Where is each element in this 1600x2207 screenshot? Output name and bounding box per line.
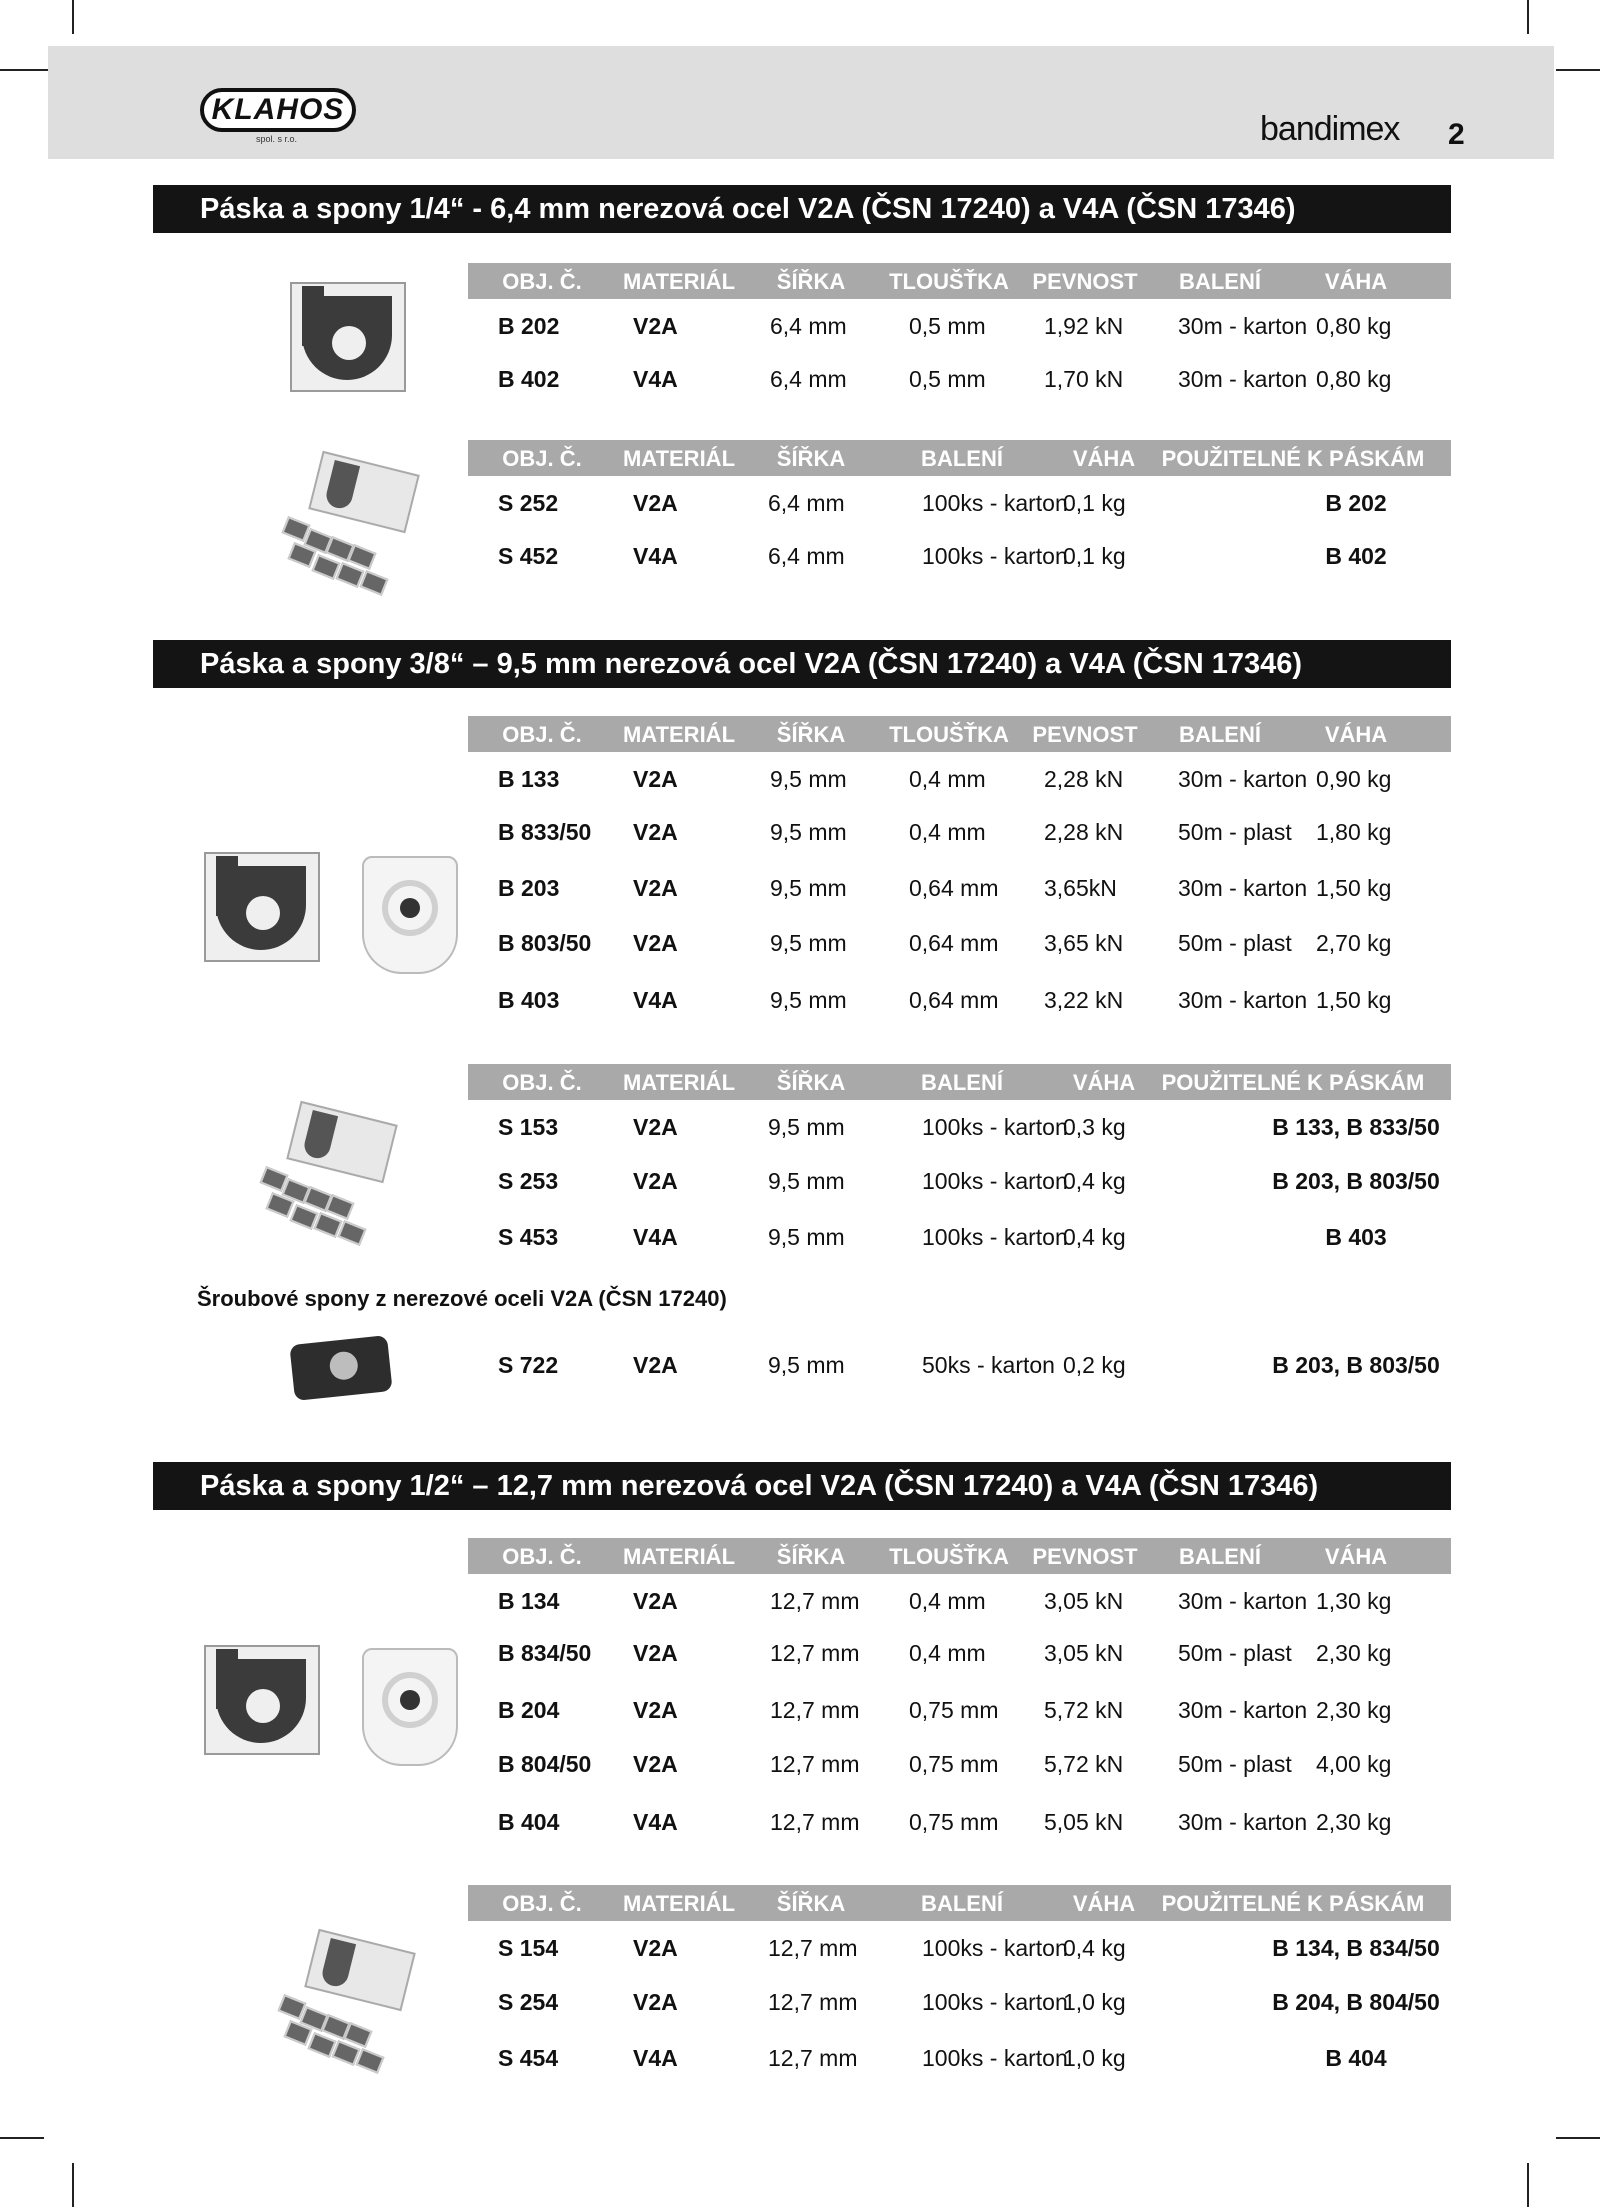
column-header: ŠÍŘKA xyxy=(776,269,846,294)
table-cell: 2,30 kg xyxy=(1316,1640,1392,1666)
section-title: Páska a spony 1/4“ - 6,4 mm nerezová ocel V2A (ČSN 17240) a V4A (ČSN 17346) xyxy=(153,185,1451,233)
table-cell: 12,7 mm xyxy=(770,1809,860,1835)
table-cell: 1,80 kg xyxy=(1316,819,1392,845)
table-row xyxy=(468,975,1451,1030)
table-cell: 1,0 kg xyxy=(1063,2045,1126,2071)
column-header: ŠÍŘKA xyxy=(776,1070,846,1095)
column-header: PEVNOST xyxy=(1032,1544,1138,1569)
table-cell: 1,0 kg xyxy=(1063,1989,1126,2015)
table-cell: 4,00 kg xyxy=(1316,1751,1392,1777)
screw-clip-row xyxy=(468,1352,1451,1392)
clip-table-header xyxy=(468,1885,1451,1921)
band-dispenser-image xyxy=(362,856,458,974)
klahos-logo-sub: spol. s r.o. xyxy=(256,134,298,144)
table-row xyxy=(468,1574,1451,1628)
table-cell: B 134, B 834/50 xyxy=(1272,1935,1440,1961)
table-cell: 30m - karton xyxy=(1178,1809,1308,1835)
table-cell: B 203 xyxy=(498,875,560,901)
table-cell: 9,5 mm xyxy=(768,1114,845,1140)
clip-table xyxy=(468,1064,1451,1268)
table-cell: 0,64 mm xyxy=(909,875,999,901)
table-row xyxy=(468,863,1451,918)
table-cell: V2A xyxy=(633,1989,678,2015)
table-cell: 100ks - karton xyxy=(922,2045,1068,2071)
band-dispenser-image xyxy=(362,1648,458,1766)
crop-mark xyxy=(1527,0,1529,34)
table-cell: 12,7 mm xyxy=(770,1640,860,1666)
table-row xyxy=(468,1739,1451,1797)
table-row xyxy=(468,918,1451,975)
table-cell: 3,65 kN xyxy=(1044,930,1124,956)
table-cell: 100ks - karton xyxy=(922,1168,1068,1194)
table-cell: 100ks - karton xyxy=(922,490,1068,516)
table-row xyxy=(468,476,1451,531)
table-cell: 0,4 kg xyxy=(1063,1935,1126,1961)
column-header: POUŽITELNÉ K PÁSKÁM xyxy=(1161,446,1425,471)
table-cell: 2,70 kg xyxy=(1316,930,1392,956)
table-row xyxy=(468,752,1451,807)
clip-table xyxy=(468,1885,1451,2089)
column-header: OBJ. Č. xyxy=(502,1891,582,1916)
table-cell: 30m - karton xyxy=(1178,366,1308,392)
table-cell: S 453 xyxy=(498,1224,559,1250)
table-cell: 0,75 mm xyxy=(909,1809,999,1835)
table-cell: 0,5 mm xyxy=(909,313,986,339)
table-row xyxy=(468,1212,1451,1268)
table-cell: 6,4 mm xyxy=(770,366,847,392)
table-cell: 12,7 mm xyxy=(768,1989,858,2015)
crop-mark xyxy=(0,2137,44,2139)
table-cell: 0,75 mm xyxy=(909,1697,999,1723)
column-header: TLOUŠŤKA xyxy=(889,722,1009,747)
table-cell: 0,80 kg xyxy=(1316,313,1392,339)
clip-table xyxy=(468,440,1451,586)
clip-table-header xyxy=(468,440,1451,476)
table-cell: B 203, B 803/50 xyxy=(1272,1168,1440,1194)
table-cell: 5,72 kN xyxy=(1044,1751,1124,1777)
column-header: BALENÍ xyxy=(1179,1544,1261,1569)
crop-mark xyxy=(1556,2137,1600,2139)
table-cell: B 134 xyxy=(498,1588,560,1614)
table-cell: S 154 xyxy=(498,1935,559,1961)
table-cell: 30m - karton xyxy=(1178,987,1308,1013)
column-header: TLOUŠŤKA xyxy=(889,1544,1009,1569)
table-cell: 1,50 kg xyxy=(1316,875,1392,901)
section-title: Páska a spony 1/2“ – 12,7 mm nerezová ocel V2A (ČSN 17240) a V4A (ČSN 17346) xyxy=(153,1462,1451,1510)
table-cell: V4A xyxy=(633,987,678,1013)
column-header: OBJ. Č. xyxy=(502,722,582,747)
table-cell: 5,05 kN xyxy=(1044,1809,1124,1835)
table-cell: 12,7 mm xyxy=(770,1697,860,1723)
crop-mark xyxy=(1556,69,1600,71)
table-cell: 6,4 mm xyxy=(770,313,847,339)
table-row xyxy=(468,1156,1451,1212)
table-cell: 0,2 kg xyxy=(1063,1352,1126,1378)
clip-table-header xyxy=(468,1064,1451,1100)
table-cell: 100ks - karton xyxy=(922,1989,1068,2015)
column-header: ŠÍŘKA xyxy=(776,446,846,471)
table-cell: 0,4 mm xyxy=(909,1588,986,1614)
table-cell: V4A xyxy=(633,1809,678,1835)
table-cell: B 804/50 xyxy=(498,1751,592,1777)
table-cell: V2A xyxy=(633,1114,678,1140)
table-cell: S 254 xyxy=(498,1989,559,2015)
table-cell: B 202 xyxy=(498,313,560,339)
table-cell: V2A xyxy=(633,1935,678,1961)
table-cell: B 404 xyxy=(498,1809,560,1835)
table-row xyxy=(468,1977,1451,2033)
table-row xyxy=(468,1628,1451,1685)
band-table xyxy=(468,1538,1451,1852)
table-cell: B 202 xyxy=(1325,490,1387,516)
table-cell: 3,22 kN xyxy=(1044,987,1124,1013)
table-cell: B 204 xyxy=(498,1697,560,1723)
band-table-header xyxy=(468,1538,1451,1574)
table-cell: 2,30 kg xyxy=(1316,1697,1392,1723)
band-box-image xyxy=(204,1645,320,1755)
column-header: BALENÍ xyxy=(921,1891,1003,1916)
table-cell: 0,3 kg xyxy=(1063,1114,1126,1140)
table-cell: B 803/50 xyxy=(498,930,592,956)
band-table-header xyxy=(468,263,1451,299)
table-cell: 1,70 kN xyxy=(1044,366,1124,392)
table-cell: V2A xyxy=(633,313,678,339)
column-header: VÁHA xyxy=(1324,722,1388,747)
column-header: ŠÍŘKA xyxy=(776,1891,846,1916)
column-header: MATERIÁL xyxy=(622,1891,736,1916)
table-cell: 12,7 mm xyxy=(768,2045,858,2071)
crop-mark xyxy=(0,69,48,71)
table-cell: V2A xyxy=(633,819,678,845)
table-row xyxy=(468,354,1451,409)
table-cell: 50ks - karton xyxy=(922,1352,1055,1378)
table-cell: 9,5 mm xyxy=(768,1168,845,1194)
table-cell: V4A xyxy=(633,2045,678,2071)
table-cell: S 153 xyxy=(498,1114,559,1140)
table-cell: 50m - plast xyxy=(1178,1640,1292,1666)
table-cell: 30m - karton xyxy=(1178,766,1308,792)
table-cell: V4A xyxy=(633,1224,678,1250)
band-table xyxy=(468,263,1451,409)
table-cell: 12,7 mm xyxy=(770,1588,860,1614)
column-header: BALENÍ xyxy=(1179,269,1261,294)
table-cell: 30m - karton xyxy=(1178,1588,1308,1614)
column-header: BALENÍ xyxy=(921,446,1003,471)
table-cell: B 133, B 833/50 xyxy=(1272,1114,1440,1140)
table-cell: 0,4 kg xyxy=(1063,1168,1126,1194)
table-cell: 0,1 kg xyxy=(1063,543,1126,569)
table-cell: 100ks - karton xyxy=(922,1224,1068,1250)
column-header: VÁHA xyxy=(1072,1891,1136,1916)
crop-mark xyxy=(1527,2163,1529,2207)
column-header: PEVNOST xyxy=(1032,269,1138,294)
table-row xyxy=(468,807,1451,863)
crop-mark xyxy=(72,2163,74,2207)
column-header: VÁHA xyxy=(1324,269,1388,294)
table-cell: B 203, B 803/50 xyxy=(1272,1352,1440,1378)
column-header: VÁHA xyxy=(1324,1544,1388,1569)
column-header: BALENÍ xyxy=(1179,722,1261,747)
table-cell: 2,28 kN xyxy=(1044,766,1124,792)
column-header: VÁHA xyxy=(1072,1070,1136,1095)
column-header: BALENÍ xyxy=(921,1070,1003,1095)
table-cell: S 722 xyxy=(498,1352,559,1378)
table-cell: B 834/50 xyxy=(498,1640,592,1666)
table-cell: B 833/50 xyxy=(498,819,592,845)
table-cell: B 403 xyxy=(1325,1224,1387,1250)
table-cell: 100ks - karton xyxy=(922,1935,1068,1961)
column-header: MATERIÁL xyxy=(622,1544,736,1569)
table-cell: 9,5 mm xyxy=(770,987,847,1013)
table-cell: V2A xyxy=(633,1168,678,1194)
table-row xyxy=(468,1685,1451,1739)
table-cell: 12,7 mm xyxy=(768,1935,858,1961)
table-cell: 9,5 mm xyxy=(768,1352,845,1378)
table-cell: 3,65kN xyxy=(1044,875,1117,901)
table-row xyxy=(468,1797,1451,1852)
column-header: ŠÍŘKA xyxy=(776,722,846,747)
table-cell: 0,4 kg xyxy=(1063,1224,1126,1250)
table-cell: 3,05 kN xyxy=(1044,1588,1124,1614)
table-cell: 9,5 mm xyxy=(770,766,847,792)
table-cell: 50m - plast xyxy=(1178,1751,1292,1777)
column-header: MATERIÁL xyxy=(622,722,736,747)
table-cell: V2A xyxy=(633,875,678,901)
table-cell: B 404 xyxy=(1325,2045,1387,2071)
klahos-logo-text: KLAHOS xyxy=(200,88,356,132)
table-row xyxy=(468,531,1451,586)
table-cell: V2A xyxy=(633,1697,678,1723)
table-cell: 1,30 kg xyxy=(1316,1588,1392,1614)
table-cell: 0,1 kg xyxy=(1063,490,1126,516)
table-cell: 100ks - karton xyxy=(922,543,1068,569)
table-cell: 6,4 mm xyxy=(768,543,845,569)
table-cell: 1,50 kg xyxy=(1316,987,1392,1013)
table-cell: 9,5 mm xyxy=(770,930,847,956)
table-cell: V2A xyxy=(633,766,678,792)
table-cell: 0,64 mm xyxy=(909,930,999,956)
table-cell: 0,90 kg xyxy=(1316,766,1392,792)
table-cell: 0,64 mm xyxy=(909,987,999,1013)
page-number: 2 xyxy=(1448,118,1465,151)
table-cell: 0,75 mm xyxy=(909,1751,999,1777)
table-cell: 9,5 mm xyxy=(770,819,847,845)
table-cell: 2,28 kN xyxy=(1044,819,1124,845)
column-header: OBJ. Č. xyxy=(502,269,582,294)
table-cell: 9,5 mm xyxy=(768,1224,845,1250)
table-cell: 3,05 kN xyxy=(1044,1640,1124,1666)
table-row xyxy=(468,299,1451,354)
table-cell: 30m - karton xyxy=(1178,875,1308,901)
table-cell: 0,4 mm xyxy=(909,766,986,792)
band-table-header xyxy=(468,716,1451,752)
column-header: MATERIÁL xyxy=(622,1070,736,1095)
column-header: ŠÍŘKA xyxy=(776,1544,846,1569)
table-cell: V4A xyxy=(633,543,678,569)
column-header: OBJ. Č. xyxy=(502,446,582,471)
table-row xyxy=(468,2033,1451,2089)
table-cell: 30m - karton xyxy=(1178,1697,1308,1723)
table-cell: B 204, B 804/50 xyxy=(1272,1989,1440,2015)
table-cell: 30m - karton xyxy=(1178,313,1308,339)
table-cell: 0,4 mm xyxy=(909,1640,986,1666)
table-cell: B 402 xyxy=(498,366,560,392)
table-row xyxy=(468,1921,1451,1977)
table-cell: V2A xyxy=(633,490,678,516)
bandimex-logo-text: bandimex xyxy=(1260,110,1400,148)
klahos-logo xyxy=(200,88,360,148)
band-box-image xyxy=(290,282,406,392)
table-cell: 0,4 mm xyxy=(909,819,986,845)
screw-clip-caption: Šroubové spony z nerezové oceli V2A (ČSN 17240) xyxy=(197,1286,727,1311)
column-header: MATERIÁL xyxy=(622,269,736,294)
table-cell: V2A xyxy=(633,1751,678,1777)
table-cell: 9,5 mm xyxy=(770,875,847,901)
table-cell: V2A xyxy=(633,1640,678,1666)
column-header: MATERIÁL xyxy=(622,446,736,471)
column-header: OBJ. Č. xyxy=(502,1544,582,1569)
band-table xyxy=(468,716,1451,1030)
band-box-image xyxy=(204,852,320,962)
table-cell: 50m - plast xyxy=(1178,930,1292,956)
bandimex-logo xyxy=(1232,92,1412,152)
table-cell: 50m - plast xyxy=(1178,819,1292,845)
table-cell: 2,30 kg xyxy=(1316,1809,1392,1835)
column-header: POUŽITELNÉ K PÁSKÁM xyxy=(1161,1070,1425,1095)
table-cell: S 253 xyxy=(498,1168,559,1194)
crop-mark xyxy=(72,0,74,34)
table-cell: V2A xyxy=(633,930,678,956)
table-cell: V4A xyxy=(633,366,678,392)
table-cell: 5,72 kN xyxy=(1044,1697,1124,1723)
table-cell: 12,7 mm xyxy=(770,1751,860,1777)
table-row xyxy=(468,1100,1451,1156)
table-cell: 1,92 kN xyxy=(1044,313,1124,339)
table-cell: 100ks - karton xyxy=(922,1114,1068,1140)
table-cell: 6,4 mm xyxy=(768,490,845,516)
table-cell: B 133 xyxy=(498,766,560,792)
table-cell: 0,5 mm xyxy=(909,366,986,392)
section-title: Páska a spony 3/8“ – 9,5 mm nerezová ocel V2A (ČSN 17240) a V4A (ČSN 17346) xyxy=(153,640,1451,688)
table-cell: V2A xyxy=(633,1588,678,1614)
column-header: OBJ. Č. xyxy=(502,1070,582,1095)
table-cell: B 402 xyxy=(1325,543,1387,569)
column-header: PEVNOST xyxy=(1032,722,1138,747)
table-cell: S 452 xyxy=(498,543,559,569)
column-header: VÁHA xyxy=(1072,446,1136,471)
column-header: TLOUŠŤKA xyxy=(889,269,1009,294)
table-cell: 0,80 kg xyxy=(1316,366,1392,392)
screw-clip-image xyxy=(289,1335,392,1401)
table-cell: B 403 xyxy=(498,987,560,1013)
table-cell: S 252 xyxy=(498,490,559,516)
table-cell: S 454 xyxy=(498,2045,559,2071)
table-cell: V2A xyxy=(633,1352,678,1378)
column-header: POUŽITELNÉ K PÁSKÁM xyxy=(1161,1891,1425,1916)
